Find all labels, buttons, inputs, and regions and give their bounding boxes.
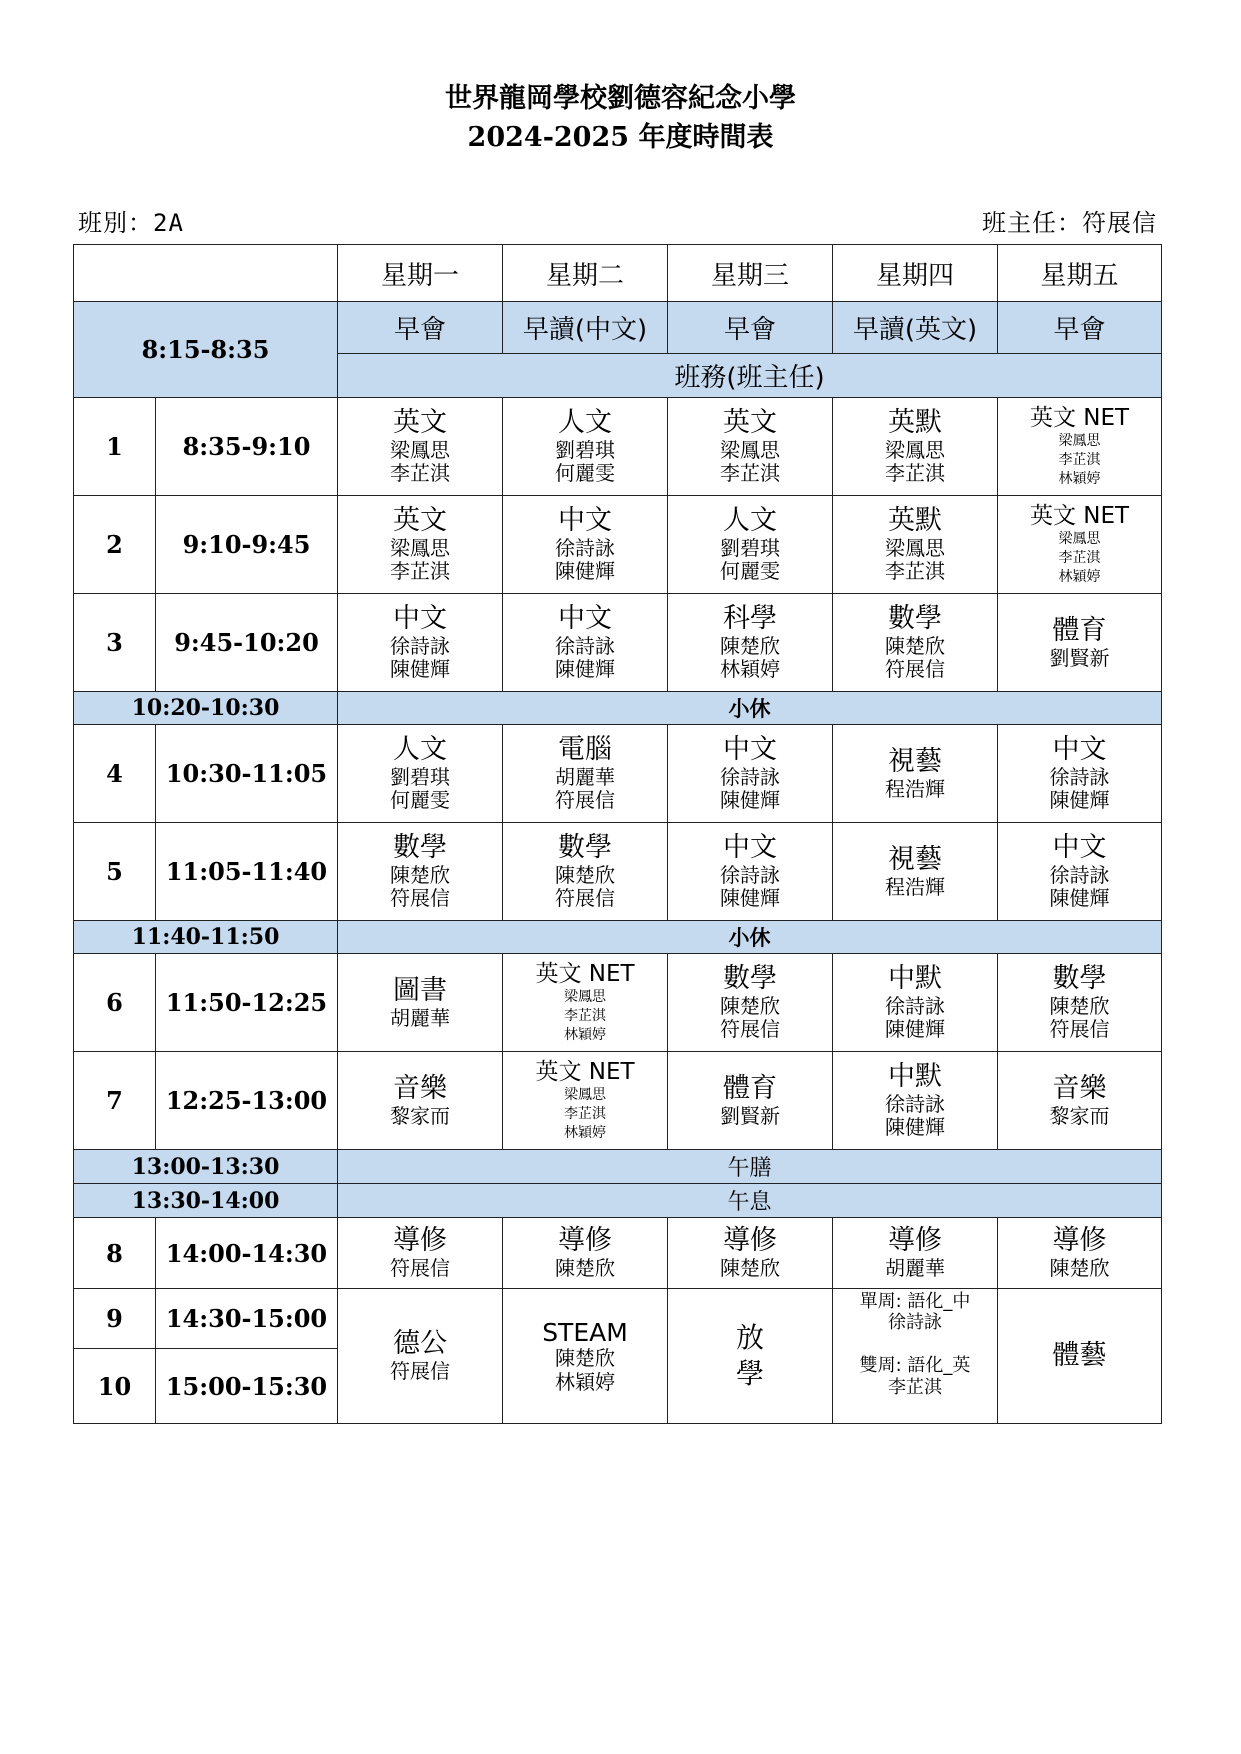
teacher: 陳楚欣: [720, 1256, 780, 1281]
teacher: 徐詩詠: [390, 633, 450, 658]
teacher: 陳健輝: [390, 657, 450, 682]
lesson-cell: [668, 823, 833, 921]
lesson-cell: [338, 823, 503, 921]
teacher: 陳楚欣: [720, 633, 780, 658]
teacher: 林穎婷: [1058, 568, 1101, 585]
subject: STEAM: [542, 1317, 628, 1347]
break-row: [74, 692, 1162, 725]
teacher: 陳健輝: [1049, 788, 1110, 813]
morning-activity: 早會: [998, 302, 1162, 354]
morning-row: [74, 302, 1162, 354]
lesson-cell: [338, 954, 503, 1052]
period-row: [74, 398, 1162, 496]
teacher: 徐詩詠: [555, 633, 615, 658]
teacher: 李芷淇: [885, 559, 945, 584]
lesson-cell: [338, 1289, 503, 1424]
lesson-cell: [503, 823, 668, 921]
teacher: 李芷淇: [888, 1376, 942, 1398]
lesson-cell: [998, 594, 1162, 692]
subject: 英默: [888, 406, 942, 438]
subject: 中文: [1052, 831, 1107, 863]
break-row: [74, 1150, 1162, 1184]
subject: 數學: [723, 962, 777, 994]
subject: 德公: [393, 1328, 447, 1360]
lesson-cell: [338, 725, 503, 823]
teacher: 程浩輝: [885, 776, 945, 801]
teacher: 陳健輝: [720, 886, 780, 911]
teacher: 李芷淇: [720, 461, 780, 486]
teacher: 梁鳳思: [885, 437, 945, 462]
lesson-cell: [503, 1052, 668, 1150]
teacher: 徐詩詠: [1049, 764, 1110, 789]
dismissal-cell: [668, 1289, 833, 1424]
teacher: 劉賢新: [720, 1103, 780, 1128]
lesson-cell: [503, 1218, 668, 1289]
even-week-subject: 雙周: 語化_英: [859, 1355, 971, 1377]
teacher: 李芷淇: [564, 1007, 606, 1024]
period-number: 2: [74, 496, 156, 594]
teacher: 林穎婷: [720, 657, 780, 682]
lesson-cell: [833, 823, 998, 921]
morning-activity: 早會: [338, 302, 503, 354]
lesson-cell: [338, 594, 503, 692]
subject: 中文: [723, 831, 777, 863]
teacher: 梁鳳思: [1058, 432, 1101, 449]
teacher: 徐詩詠: [555, 535, 615, 560]
teacher: 陳健輝: [555, 559, 615, 584]
break-label: 小休: [338, 921, 1162, 954]
subject: 英文 NET: [535, 960, 635, 987]
day-header: 星期五: [998, 245, 1162, 302]
lesson-cell: [833, 1052, 998, 1150]
teacher: 符展信: [555, 886, 615, 911]
teacher: 陳楚欣: [555, 1256, 615, 1281]
teacher: 劉碧琪: [555, 437, 615, 462]
subject: 中默: [888, 1060, 942, 1092]
teacher: 徐詩詠: [885, 1091, 945, 1116]
break-row: [74, 1184, 1162, 1218]
teacher: 林穎婷: [564, 1026, 606, 1043]
subject: 導修: [1052, 1225, 1107, 1257]
day-header: 星期一: [338, 245, 503, 302]
subject: 數學: [888, 602, 942, 634]
break-time: 11:40-11:50: [74, 921, 338, 954]
lesson-cell: [998, 954, 1162, 1052]
day-header: 星期二: [503, 245, 668, 302]
teacher: 劉碧琪: [720, 535, 780, 560]
lesson-cell: [998, 496, 1162, 594]
class-teacher-label: 班主任：符展信: [982, 209, 1157, 237]
period-time: 11:50-12:25: [156, 954, 338, 1052]
period-time: 15:00-15:30: [156, 1349, 338, 1424]
subject: 導修: [393, 1225, 447, 1257]
period-row: [74, 496, 1162, 594]
period-row: [74, 954, 1162, 1052]
teacher: 劉碧琪: [390, 764, 450, 789]
period-time: 10:30-11:05: [156, 725, 338, 823]
period-time: 9:10-9:45: [156, 496, 338, 594]
period-number: 4: [74, 725, 156, 823]
subject: 圖書: [393, 974, 447, 1006]
break-row: [74, 921, 1162, 954]
period-row: [74, 594, 1162, 692]
lesson-cell: [503, 1289, 668, 1424]
teacher: 胡麗華: [390, 1005, 450, 1030]
period-time: 8:35-9:10: [156, 398, 338, 496]
teacher: 林穎婷: [564, 1124, 606, 1141]
period-time: 9:45-10:20: [156, 594, 338, 692]
lesson-cell: [503, 594, 668, 692]
period-number: 6: [74, 954, 156, 1052]
subject: 體藝: [1052, 1340, 1107, 1372]
class-label: 班別：2A: [78, 209, 184, 237]
teacher: 符展信: [390, 1359, 450, 1384]
dismissal-char: 放: [735, 1320, 764, 1354]
subject: 英文: [723, 406, 777, 438]
teacher: 胡麗華: [885, 1256, 945, 1281]
teacher: 符展信: [885, 657, 945, 682]
teacher: 陳健輝: [885, 1017, 945, 1042]
subject: 中文: [558, 504, 612, 536]
teacher: 黎家而: [390, 1103, 450, 1128]
teacher: 梁鳳思: [564, 1086, 606, 1103]
period-time: 11:05-11:40: [156, 823, 338, 921]
teacher: 符展信: [555, 788, 615, 813]
subject: 視藝: [888, 843, 942, 875]
lesson-cell: [668, 954, 833, 1052]
teacher: 符展信: [1049, 1017, 1110, 1042]
teacher: 陳楚欣: [1049, 993, 1110, 1018]
period-row: [74, 1052, 1162, 1150]
lesson-cell: [503, 398, 668, 496]
teacher: 徐詩詠: [1049, 862, 1110, 887]
lesson-cell: [833, 954, 998, 1052]
lesson-cell: [503, 954, 668, 1052]
subject: 中默: [888, 962, 942, 994]
subject: 英文 NET: [1029, 404, 1130, 431]
teacher: 符展信: [720, 1017, 780, 1042]
lesson-cell: [998, 823, 1162, 921]
break-time: 13:00-13:30: [74, 1150, 338, 1184]
lesson-cell: [668, 1052, 833, 1150]
morning-activity: 早讀(中文): [503, 302, 668, 354]
morning-activity: 早讀(英文): [833, 302, 998, 354]
lesson-cell: [338, 398, 503, 496]
period-number: 9: [74, 1289, 156, 1349]
teacher: 陳楚欣: [555, 862, 615, 887]
subject: 導修: [558, 1225, 612, 1257]
teacher: 陳健輝: [720, 788, 780, 813]
teacher: 陳楚欣: [720, 993, 780, 1018]
subject: 中文: [723, 733, 777, 765]
lesson-cell: [998, 1218, 1162, 1289]
subject: 數學: [393, 831, 447, 863]
period-number: 10: [74, 1349, 156, 1424]
dismissal-char: 學: [735, 1357, 764, 1390]
timetable: [73, 244, 1162, 1424]
period-row: [74, 823, 1162, 921]
teacher: 何麗雯: [720, 559, 780, 584]
lesson-cell: [338, 496, 503, 594]
teacher: 徐詩詠: [888, 1312, 942, 1334]
teacher: 陳楚欣: [555, 1346, 615, 1371]
school-name: 世界龍岡學校劉德容紀念小學: [445, 83, 796, 114]
subject: 中文: [558, 602, 612, 634]
subject: 英文 NET: [1029, 502, 1130, 529]
teacher: 李芷淇: [390, 461, 450, 486]
period-time: 12:25-13:00: [156, 1052, 338, 1150]
lesson-cell: [998, 1052, 1162, 1150]
subject: 人文: [558, 406, 612, 438]
morning-activity: 早會: [668, 302, 833, 354]
lesson-cell: [338, 1052, 503, 1150]
period-row: [74, 725, 1162, 823]
day-header: 星期三: [668, 245, 833, 302]
subject: 英文: [393, 504, 447, 536]
subject: 中文: [393, 602, 447, 634]
lesson-cell: [668, 398, 833, 496]
teacher: 徐詩詠: [885, 993, 945, 1018]
subject: 導修: [888, 1225, 942, 1257]
period-time: 14:30-15:00: [156, 1289, 338, 1349]
day-header-row: [74, 245, 1162, 302]
break-label: 小休: [338, 692, 1162, 725]
lesson-cell: [833, 496, 998, 594]
lesson-cell: [998, 725, 1162, 823]
teacher: 梁鳳思: [1058, 530, 1101, 547]
teacher: 胡麗華: [555, 764, 615, 789]
lesson-cell: [503, 496, 668, 594]
lesson-cell: [503, 725, 668, 823]
subject: 音樂: [393, 1072, 447, 1104]
teacher: 徐詩詠: [720, 764, 780, 789]
break-time: 13:30-14:00: [74, 1184, 338, 1218]
teacher: 李芷淇: [390, 559, 450, 584]
teacher: 劉賢新: [1049, 645, 1110, 670]
teacher: 何麗雯: [555, 461, 615, 486]
subject: 人文: [393, 733, 447, 765]
period-number: 3: [74, 594, 156, 692]
break-time: 10:20-10:30: [74, 692, 338, 725]
period-number: 8: [74, 1218, 156, 1289]
lesson-cell: [338, 1218, 503, 1289]
teacher: 李芷淇: [885, 461, 945, 486]
subject: 英文: [393, 406, 447, 438]
teacher: 徐詩詠: [720, 862, 780, 887]
subject: 體育: [1052, 614, 1107, 646]
day-header: 星期四: [833, 245, 998, 302]
lesson-cell: [833, 1289, 998, 1424]
subject: 科學: [723, 602, 777, 634]
subject: 數學: [1052, 962, 1107, 994]
teacher: 陳楚欣: [1049, 1256, 1110, 1281]
teacher: 陳健輝: [885, 1115, 945, 1140]
subject: 音樂: [1052, 1072, 1107, 1104]
lesson-cell: [998, 1289, 1162, 1424]
teacher: 梁鳳思: [390, 437, 450, 462]
teacher: 符展信: [390, 886, 450, 911]
timetable-title: 2024-2025 年度時間表: [467, 122, 774, 153]
teacher: 陳健輝: [1049, 886, 1110, 911]
lesson-cell: [833, 1218, 998, 1289]
subject: 導修: [723, 1225, 777, 1257]
odd-week-subject: 單周: 語化_中: [859, 1291, 971, 1312]
teacher: 梁鳳思: [720, 437, 780, 462]
teacher: 陳楚欣: [390, 862, 450, 887]
lesson-cell: [668, 1218, 833, 1289]
period-number: 7: [74, 1052, 156, 1150]
teacher: 梁鳳思: [390, 535, 450, 560]
subject: 視藝: [888, 745, 942, 777]
teacher: 梁鳳思: [564, 988, 606, 1005]
subject: 電腦: [558, 733, 612, 765]
teacher: 李芷淇: [1058, 451, 1101, 468]
teacher: 林穎婷: [555, 1369, 615, 1394]
teacher: 李芷淇: [1058, 549, 1101, 566]
corner-cell: [74, 245, 338, 302]
lesson-cell: [998, 398, 1162, 496]
lesson-cell: [833, 398, 998, 496]
morning-time: 8:15-8:35: [74, 302, 338, 398]
teacher: 林穎婷: [1058, 470, 1101, 487]
break-label: 午膳: [338, 1150, 1162, 1184]
period-number: 5: [74, 823, 156, 921]
subject: 英默: [888, 504, 942, 536]
subject: 中文: [1052, 733, 1107, 765]
class-affairs: 班務(班主任): [338, 354, 1162, 398]
lesson-cell: [668, 594, 833, 692]
teacher: 符展信: [390, 1256, 450, 1281]
teacher: 程浩輝: [885, 874, 945, 899]
break-label: 午息: [338, 1184, 1162, 1218]
teacher: 黎家而: [1049, 1103, 1110, 1128]
teacher: 何麗雯: [390, 788, 450, 813]
teacher: 梁鳳思: [885, 535, 945, 560]
subject: 人文: [723, 504, 777, 536]
teacher: 陳健輝: [555, 657, 615, 682]
period-row: [74, 1289, 1162, 1349]
lesson-cell: [668, 725, 833, 823]
period-time: 14:00-14:30: [156, 1218, 338, 1289]
subject: 英文 NET: [535, 1058, 635, 1085]
lesson-cell: [833, 725, 998, 823]
teacher: 陳楚欣: [885, 633, 945, 658]
teacher: 李芷淇: [564, 1105, 606, 1122]
period-row: [74, 1218, 1162, 1289]
lesson-cell: [833, 594, 998, 692]
subject: 體育: [723, 1072, 777, 1104]
subject: 數學: [558, 831, 612, 863]
period-number: 1: [74, 398, 156, 496]
lesson-cell: [668, 496, 833, 594]
